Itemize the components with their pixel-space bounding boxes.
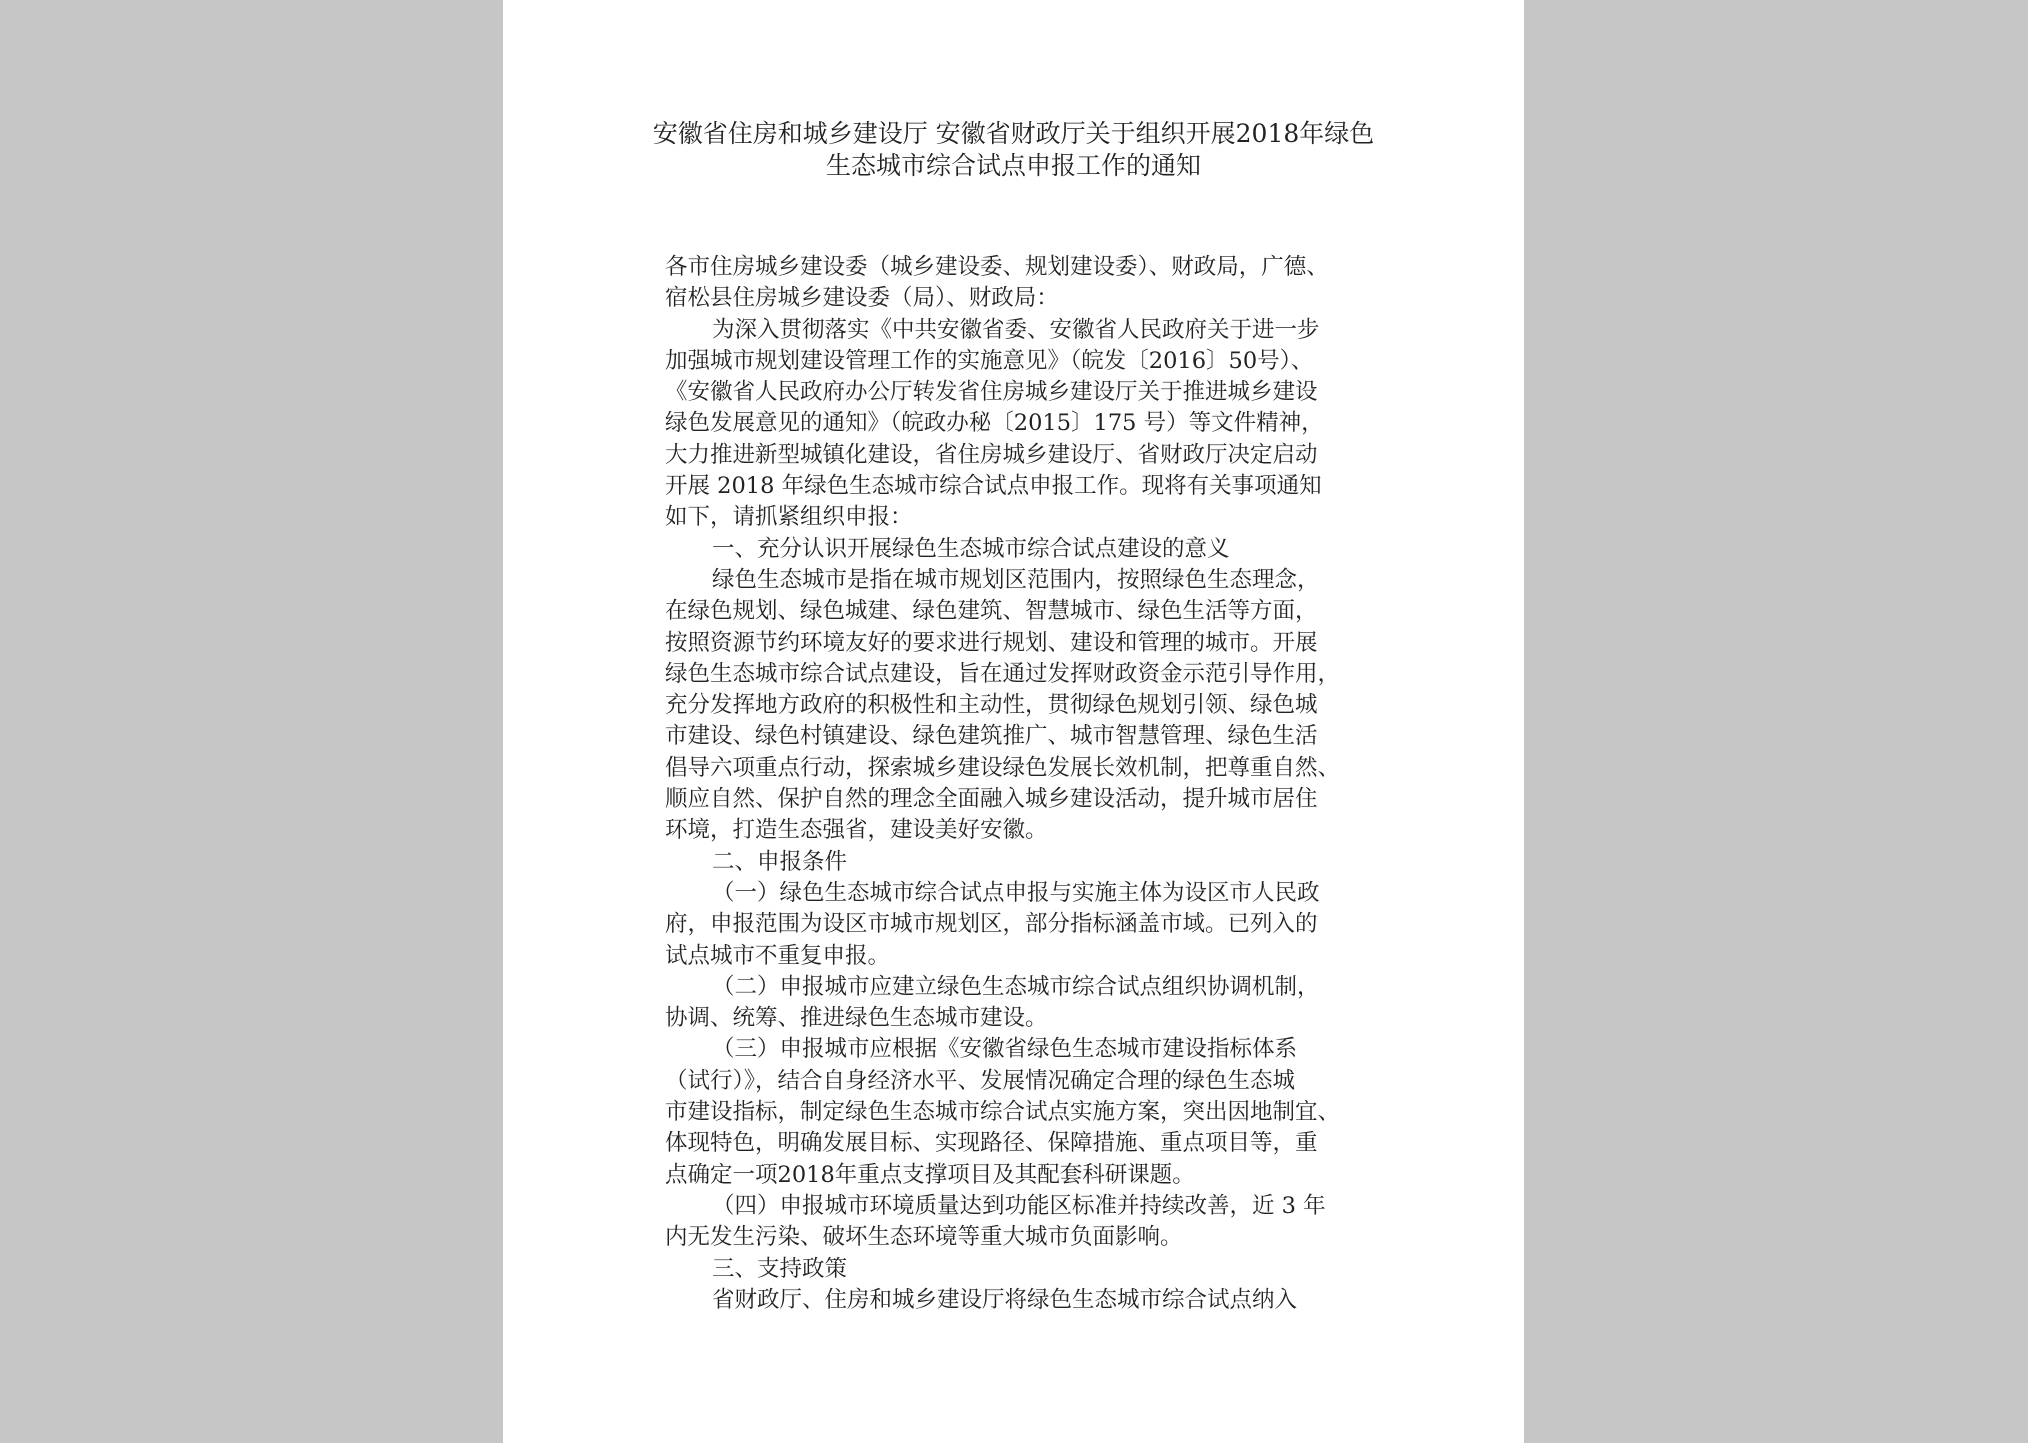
text-line: 《安徽省人民政府办公厅转发省住房城乡建设厅关于推进城乡建设	[665, 379, 1318, 406]
title-line-2: 生态城市综合试点申报工作的通知	[825, 151, 1201, 180]
text-line: 府，申报范围为设区市城市规划区，部分指标涵盖市域。已列入的	[665, 911, 1318, 938]
text-line: 宿松县住房城乡建设委（局）、财政局：	[665, 285, 1059, 312]
text-line: （三）申报城市应根据《安徽省绿色生态城市建设指标体系	[712, 1036, 1298, 1063]
text-line: 顺应自然、保护自然的理念全面融入城乡建设活动，提升城市居住	[665, 786, 1318, 813]
document-page	[503, 0, 1524, 1443]
text-line: 按照资源节约环境友好的要求进行规划、建设和管理的城市。开展	[665, 629, 1318, 656]
text-line: （二）申报城市应建立绿色生态城市综合试点组织协调机制，	[712, 973, 1320, 1000]
text-line: （一）绿色生态城市综合试点申报与实施主体为设区市人民政	[712, 879, 1320, 906]
text-line: 倡导六项重点行动，探索城乡建设绿色发展长效机制，把尊重自然、	[665, 754, 1341, 781]
text-line: 大力推进新型城镇化建设，省住房城乡建设厅、省财政厅决定启动	[665, 441, 1318, 468]
text-line: 各市住房城乡建设委（城乡建设委、规划建设委）、财政局，广德、	[665, 254, 1329, 280]
text-line: 环境，打造生态强省，建设美好安徽。	[665, 817, 1048, 844]
text-line: 市建设指标，制定绿色生态城市综合试点实施方案，突出因地制宜、	[665, 1099, 1341, 1126]
text-line: 试点城市不重复申报。	[665, 942, 891, 969]
text-line: 一、充分认识开展绿色生态城市综合试点建设的意义	[712, 535, 1230, 562]
text-line: 绿色生态城市综合试点建设，旨在通过发挥财政资金示范引导作用，	[665, 660, 1341, 687]
text-line: 如下，请抓紧组织申报：	[665, 504, 913, 531]
text-line: 体现特色，明确发展目标、实现路径、保障措施、重点项目等，重	[665, 1130, 1318, 1157]
title-line-1: 安徽省住房和城乡建设厅 安徽省财政厅关于组织开展2018年绿色	[652, 119, 1375, 148]
text-line: 二、申报条件	[712, 848, 848, 875]
text-line: 在绿色规划、绿色城建、绿色建筑、智慧城市、绿色生活等方面，	[665, 598, 1318, 625]
document-title	[503, 118, 1524, 182]
text-line: 省财政厅、住房和城乡建设厅将绿色生态城市综合试点纳入	[712, 1286, 1298, 1313]
text-line: 绿色发展意见的通知》（皖政办秘〔2015〕175 号）等文件精神，	[665, 410, 1324, 437]
text-line: 开展 2018 年绿色生态城市综合试点申报工作。现将有关事项通知	[665, 473, 1322, 500]
document-body	[665, 252, 1385, 1316]
text-line: 内无发生污染、破坏生态环境等重大城市负面影响。	[665, 1224, 1183, 1251]
text-line: （试行）》，结合自身经济水平、发展情况确定合理的绿色生态城	[665, 1067, 1296, 1094]
text-line: 充分发挥地方政府的积极性和主动性，贯彻绿色规划引领、绿色城	[665, 692, 1318, 719]
text-line: （四）申报城市环境质量达到功能区标准并持续改善，近 3 年	[712, 1192, 1326, 1219]
text-line: 三、支持政策	[712, 1255, 848, 1282]
text-line: 协调、统筹、推进绿色生态城市建设。	[665, 1005, 1048, 1032]
text-line: 绿色生态城市是指在城市规划区范围内，按照绿色生态理念，	[712, 566, 1320, 593]
text-line: 点确定一项2018年重点支撑项目及其配套科研课题。	[665, 1161, 1195, 1188]
text-line: 加强城市规划建设管理工作的实施意见》（皖发〔2016〕50号）、	[665, 347, 1314, 374]
text-line: 市建设、绿色村镇建设、绿色建筑推广、城市智慧管理、绿色生活	[665, 723, 1318, 750]
text-line: 为深入贯彻落实《中共安徽省委、安徽省人民政府关于进一步	[712, 316, 1320, 343]
